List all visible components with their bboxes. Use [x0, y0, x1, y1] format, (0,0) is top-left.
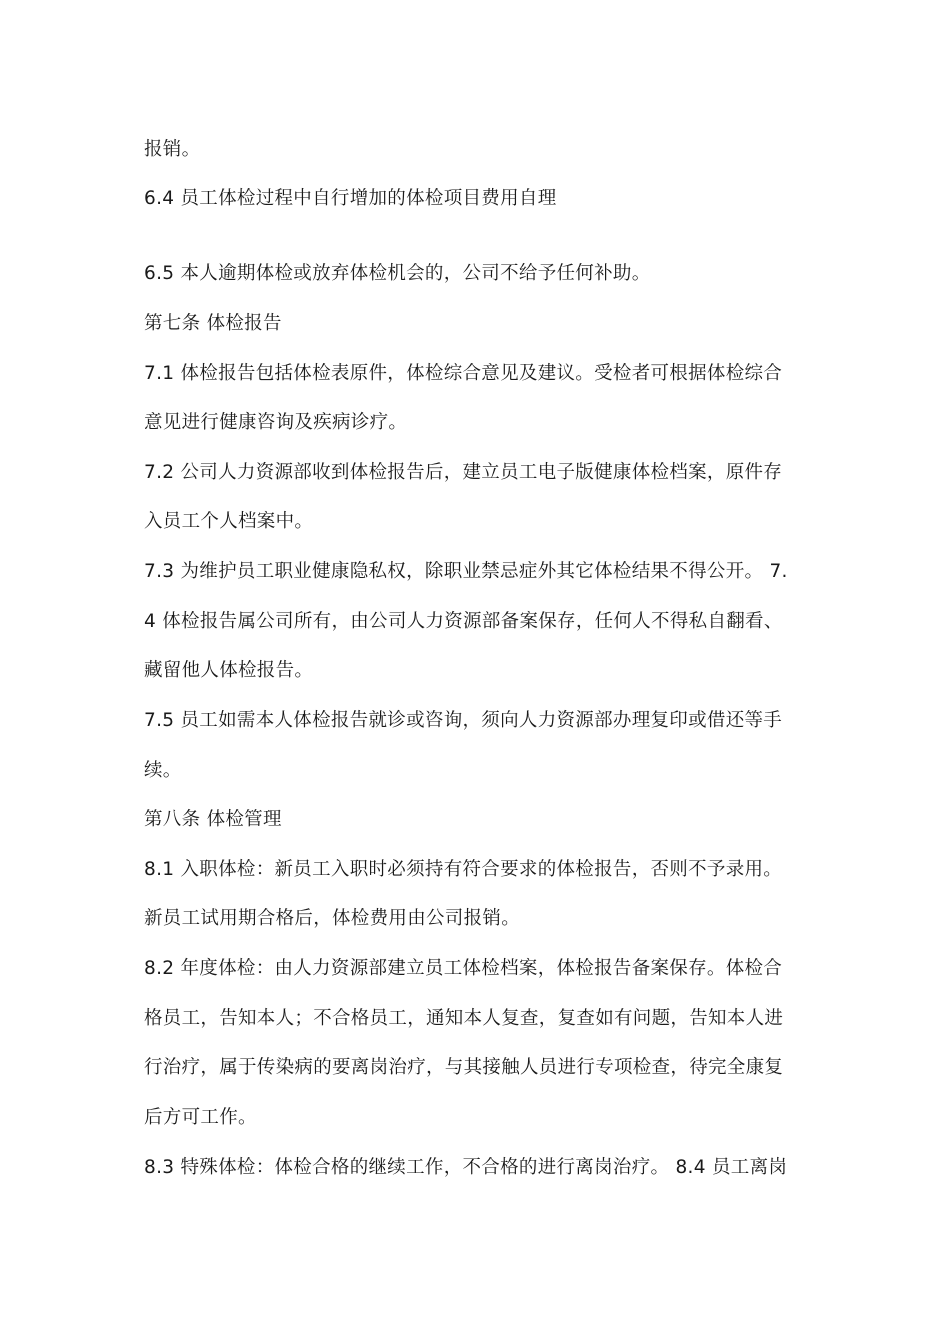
text-line: 入员工个人档案中。	[144, 511, 314, 532]
text-line: 后方可工作。	[144, 1107, 257, 1128]
text-line: 8.1 入职体检：新员工入职时必须持有符合要求的体检报告，否则不予录用。	[144, 859, 783, 880]
text-line: 6.4 员工体检过程中自行增加的体检项目费用自理	[144, 188, 557, 209]
text-line: 8.3 特殊体检：体检合格的继续工作，不合格的进行离岗治疗。 8.4 员工离岗	[144, 1157, 788, 1178]
text-line: 行治疗，属于传染病的要离岗治疗，与其接触人员进行专项检查，待完全康复	[144, 1057, 784, 1078]
text-line: 新员工试用期合格后，体检费用由公司报销。	[144, 908, 521, 929]
text-line: 7.1 体检报告包括体检表原件，体检综合意见及建议。受检者可根据体检综合	[144, 363, 783, 384]
text-line: 4 体检报告属公司所有，由公司人力资源部备案保存，任何人不得私自翻看、	[144, 611, 783, 632]
text-line: 7.5 员工如需本人体检报告就诊或咨询，须向人力资源部办理复印或借还等手	[144, 710, 783, 731]
text-line: 7.3 为维护员工职业健康隐私权，除职业禁忌症外其它体检结果不得公开。 7.	[144, 561, 788, 582]
text-line: 意见进行健康咨询及疾病诊疗。	[144, 412, 408, 433]
text-line: 报销。	[144, 139, 201, 160]
section-heading: 第七条 体检报告	[144, 313, 282, 334]
text-line: 7.2 公司人力资源部收到体检报告后，建立员工电子版健康体检档案，原件存	[144, 462, 783, 483]
text-line: 续。	[144, 760, 182, 781]
section-heading: 第八条 体检管理	[144, 809, 282, 830]
text-line: 格员工，告知本人；不合格员工，通知本人复查，复查如有问题，告知本人进	[144, 1008, 784, 1029]
text-line: 藏留他人体检报告。	[144, 660, 314, 681]
text-line: 8.2 年度体检：由人力资源部建立员工体检档案，体检报告备案保存。体检合	[144, 958, 783, 979]
text-line: 6.5 本人逾期体检或放弃体检机会的，公司不给予任何补助。	[144, 263, 651, 284]
